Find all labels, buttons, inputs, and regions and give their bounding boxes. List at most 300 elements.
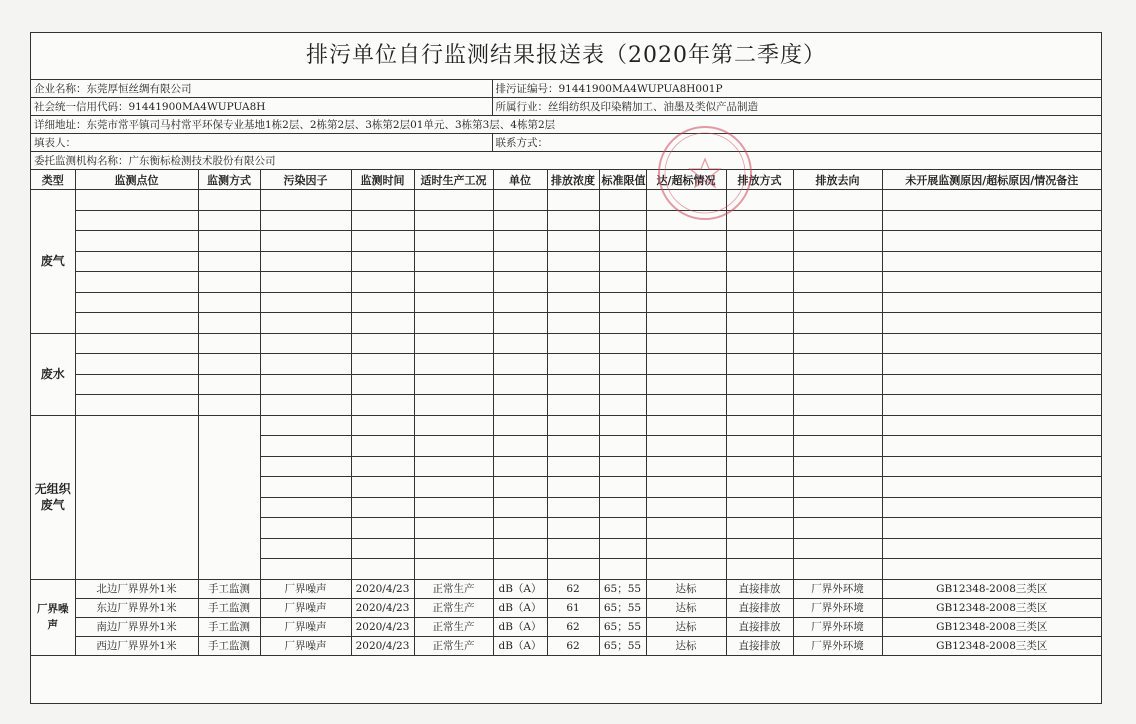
noise-condition: 正常生产 — [414, 598, 493, 617]
noise-time: 2020/4/23 — [351, 579, 414, 598]
noise-condition: 正常生产 — [414, 636, 493, 655]
monitoring-table — [31, 170, 1101, 656]
col-discharge: 排放方式 — [726, 170, 793, 190]
noise-factor: 厂界噪声 — [260, 579, 351, 598]
empty-cell — [646, 272, 726, 293]
empty-cell — [599, 456, 646, 477]
noise-point: 西边厂界界外1米 — [75, 636, 198, 655]
col-time: 监测时间 — [351, 170, 414, 190]
empty-cell — [351, 231, 414, 252]
empty-cell — [260, 477, 351, 498]
report-title: 排污单位自行监测结果报送表（2020年第二季度） — [31, 33, 1101, 80]
empty-cell — [882, 518, 1101, 539]
noise-value: 62 — [547, 617, 599, 636]
empty-cell — [726, 436, 793, 457]
empty-cell — [793, 538, 882, 559]
table-row — [31, 354, 1101, 375]
empty-cell — [493, 190, 547, 211]
empty-cell — [882, 395, 1101, 416]
noise-method: 手工监测 — [198, 598, 260, 617]
empty-cell — [198, 354, 260, 375]
empty-cell — [646, 313, 726, 334]
noise-method: 手工监测 — [198, 579, 260, 598]
empty-cell — [493, 374, 547, 395]
category-fugitive-gas: 无组织废气 — [31, 415, 75, 579]
noise-limit: 65；55 — [599, 617, 646, 636]
empty-cell — [260, 354, 351, 375]
col-note: 未开展监测原因/超标原因/情况备注 — [882, 170, 1101, 190]
contact: 联系方式： — [492, 134, 1101, 152]
noise-discharge: 直接排放 — [726, 617, 793, 636]
empty-cell — [493, 538, 547, 559]
empty-cell — [493, 395, 547, 416]
noise-time: 2020/4/23 — [351, 598, 414, 617]
empty-cell — [351, 518, 414, 539]
empty-cell — [351, 210, 414, 231]
empty-cell — [646, 354, 726, 375]
empty-cell — [351, 395, 414, 416]
noise-discharge: 直接排放 — [726, 636, 793, 655]
empty-cell — [793, 272, 882, 293]
empty-cell — [414, 456, 493, 477]
empty-cell — [599, 538, 646, 559]
empty-cell — [599, 415, 646, 436]
empty-cell — [414, 538, 493, 559]
empty-cell — [882, 436, 1101, 457]
empty-cell — [882, 497, 1101, 518]
noise-time: 2020/4/23 — [351, 636, 414, 655]
empty-cell — [599, 374, 646, 395]
empty-cell — [75, 251, 198, 272]
empty-cell — [260, 251, 351, 272]
empty-cell — [646, 559, 726, 580]
empty-cell — [547, 395, 599, 416]
empty-cell — [793, 251, 882, 272]
empty-cell — [882, 538, 1101, 559]
empty-cell — [726, 190, 793, 211]
empty-cell — [198, 395, 260, 416]
noise-condition: 正常生产 — [414, 579, 493, 598]
empty-cell — [260, 374, 351, 395]
empty-cell — [351, 456, 414, 477]
empty-cell — [882, 354, 1101, 375]
report-sheet — [30, 32, 1102, 704]
empty-cell — [646, 477, 726, 498]
empty-cell — [198, 251, 260, 272]
empty-cell — [547, 518, 599, 539]
empty-cell — [646, 374, 726, 395]
noise-row — [31, 579, 1101, 598]
empty-cell — [726, 210, 793, 231]
empty-cell — [547, 210, 599, 231]
empty-cell — [599, 518, 646, 539]
empty-cell — [882, 477, 1101, 498]
table-row — [31, 395, 1101, 416]
empty-cell — [260, 210, 351, 231]
empty-cell — [198, 333, 260, 354]
company-name: 企业名称：东莞厚恒丝绸有限公司 — [31, 80, 492, 98]
empty-cell — [793, 395, 882, 416]
empty-cell — [726, 251, 793, 272]
noise-destination: 厂界外环境 — [793, 617, 882, 636]
col-condition: 适时生产工况 — [414, 170, 493, 190]
empty-cell — [547, 272, 599, 293]
empty-cell — [75, 415, 198, 579]
empty-cell — [726, 477, 793, 498]
empty-cell — [599, 333, 646, 354]
category-waste-water: 废水 — [31, 333, 75, 415]
noise-limit: 65；55 — [599, 598, 646, 617]
permit-number: 排污证编号：91441900MA4WUPUA8H001P — [492, 80, 1101, 98]
empty-cell — [351, 333, 414, 354]
empty-cell — [260, 415, 351, 436]
monitoring-agency: 委托监测机构名称：广东衡标检测技术股份有限公司 — [31, 152, 1101, 170]
empty-cell — [793, 436, 882, 457]
empty-cell — [260, 436, 351, 457]
noise-destination: 厂界外环境 — [793, 579, 882, 598]
empty-cell — [547, 292, 599, 313]
empty-cell — [547, 354, 599, 375]
empty-cell — [726, 518, 793, 539]
empty-cell — [793, 477, 882, 498]
noise-method: 手工监测 — [198, 617, 260, 636]
empty-cell — [351, 190, 414, 211]
empty-cell — [351, 313, 414, 334]
empty-cell — [493, 292, 547, 313]
empty-cell — [493, 251, 547, 272]
empty-cell — [260, 395, 351, 416]
empty-cell — [351, 415, 414, 436]
empty-cell — [260, 292, 351, 313]
empty-cell — [414, 313, 493, 334]
empty-cell — [599, 395, 646, 416]
noise-limit: 65；55 — [599, 636, 646, 655]
empty-cell — [726, 272, 793, 293]
empty-cell — [547, 456, 599, 477]
noise-unit: dB（A） — [493, 579, 547, 598]
noise-destination: 厂界外环境 — [793, 598, 882, 617]
empty-cell — [414, 477, 493, 498]
empty-cell — [351, 436, 414, 457]
noise-row — [31, 636, 1101, 655]
empty-cell — [198, 272, 260, 293]
noise-status: 达标 — [646, 617, 726, 636]
empty-cell — [414, 272, 493, 293]
empty-cell — [75, 374, 198, 395]
empty-cell — [351, 251, 414, 272]
empty-cell — [646, 292, 726, 313]
empty-cell — [793, 497, 882, 518]
empty-cell — [75, 190, 198, 211]
empty-cell — [547, 559, 599, 580]
empty-cell — [726, 231, 793, 252]
noise-note: GB12348-2008三类区 — [882, 598, 1101, 617]
empty-cell — [547, 190, 599, 211]
table-row — [31, 251, 1101, 272]
empty-cell — [793, 231, 882, 252]
table-row — [31, 210, 1101, 231]
empty-cell — [599, 313, 646, 334]
empty-cell — [726, 374, 793, 395]
noise-point: 南边厂界界外1米 — [75, 617, 198, 636]
noise-factor: 厂界噪声 — [260, 636, 351, 655]
noise-factor: 厂界噪声 — [260, 598, 351, 617]
noise-unit: dB（A） — [493, 598, 547, 617]
empty-cell — [414, 497, 493, 518]
noise-point: 北边厂界界外1米 — [75, 579, 198, 598]
empty-cell — [75, 292, 198, 313]
empty-cell — [793, 518, 882, 539]
empty-cell — [726, 395, 793, 416]
empty-cell — [414, 190, 493, 211]
empty-cell — [351, 477, 414, 498]
category-waste-gas: 废气 — [31, 190, 75, 334]
empty-cell — [414, 231, 493, 252]
empty-cell — [793, 559, 882, 580]
empty-cell — [351, 292, 414, 313]
empty-cell — [547, 251, 599, 272]
noise-status: 达标 — [646, 636, 726, 655]
empty-cell — [493, 497, 547, 518]
empty-cell — [493, 436, 547, 457]
empty-cell — [351, 497, 414, 518]
empty-cell — [547, 333, 599, 354]
noise-value: 62 — [547, 579, 599, 598]
empty-cell — [882, 210, 1101, 231]
empty-cell — [646, 190, 726, 211]
empty-cell — [726, 456, 793, 477]
noise-discharge: 直接排放 — [726, 579, 793, 598]
empty-cell — [646, 456, 726, 477]
empty-cell — [198, 313, 260, 334]
empty-cell — [646, 210, 726, 231]
empty-cell — [599, 190, 646, 211]
empty-cell — [260, 497, 351, 518]
col-type: 类型 — [31, 170, 75, 190]
empty-cell — [599, 354, 646, 375]
empty-cell — [198, 210, 260, 231]
empty-cell — [547, 231, 599, 252]
empty-cell — [493, 313, 547, 334]
empty-cell — [493, 231, 547, 252]
empty-cell — [646, 251, 726, 272]
noise-note: GB12348-2008三类区 — [882, 579, 1101, 598]
empty-cell — [793, 313, 882, 334]
empty-cell — [646, 538, 726, 559]
empty-cell — [75, 231, 198, 252]
empty-cell — [793, 210, 882, 231]
table-row — [31, 292, 1101, 313]
empty-cell — [793, 456, 882, 477]
empty-cell — [547, 313, 599, 334]
empty-cell — [260, 313, 351, 334]
category-noise: 厂界噪声 — [31, 579, 75, 655]
empty-cell — [646, 518, 726, 539]
empty-cell — [882, 559, 1101, 580]
empty-cell — [882, 313, 1101, 334]
table-row — [31, 313, 1101, 334]
empty-cell — [493, 415, 547, 436]
noise-time: 2020/4/23 — [351, 617, 414, 636]
noise-status: 达标 — [646, 579, 726, 598]
empty-cell — [793, 415, 882, 436]
col-factor: 污染因子 — [260, 170, 351, 190]
empty-cell — [414, 251, 493, 272]
empty-cell — [882, 415, 1101, 436]
empty-cell — [646, 395, 726, 416]
empty-cell — [547, 374, 599, 395]
empty-cell — [726, 313, 793, 334]
empty-cell — [599, 436, 646, 457]
empty-cell — [882, 251, 1101, 272]
col-unit: 单位 — [493, 170, 547, 190]
empty-cell — [547, 415, 599, 436]
empty-cell — [599, 251, 646, 272]
empty-cell — [414, 354, 493, 375]
filler: 填表人： — [31, 134, 492, 152]
industry: 所属行业：丝绢纺织及印染精加工、油墨及类似产品制造 — [492, 98, 1101, 116]
noise-limit: 65；55 — [599, 579, 646, 598]
col-destination: 排放去向 — [793, 170, 882, 190]
empty-cell — [726, 538, 793, 559]
col-status: 达/超标情况 — [646, 170, 726, 190]
empty-cell — [599, 272, 646, 293]
empty-cell — [882, 374, 1101, 395]
empty-cell — [599, 477, 646, 498]
empty-cell — [646, 436, 726, 457]
table-row — [31, 374, 1101, 395]
empty-cell — [547, 436, 599, 457]
empty-cell — [351, 354, 414, 375]
empty-cell — [260, 538, 351, 559]
empty-cell — [646, 333, 726, 354]
empty-cell — [493, 559, 547, 580]
empty-cell — [75, 333, 198, 354]
noise-discharge: 直接排放 — [726, 598, 793, 617]
noise-value: 62 — [547, 636, 599, 655]
noise-unit: dB（A） — [493, 636, 547, 655]
empty-cell — [599, 292, 646, 313]
noise-point: 东边厂界界外1米 — [75, 598, 198, 617]
empty-cell — [351, 374, 414, 395]
company-info — [31, 80, 1101, 170]
empty-cell — [260, 190, 351, 211]
empty-cell — [260, 333, 351, 354]
empty-cell — [726, 292, 793, 313]
empty-cell — [726, 354, 793, 375]
empty-cell — [414, 292, 493, 313]
empty-cell — [198, 415, 260, 579]
col-point: 监测点位 — [75, 170, 198, 190]
empty-cell — [351, 538, 414, 559]
empty-cell — [260, 272, 351, 293]
empty-cell — [260, 231, 351, 252]
empty-cell — [726, 559, 793, 580]
empty-cell — [599, 497, 646, 518]
empty-cell — [493, 333, 547, 354]
empty-cell — [882, 190, 1101, 211]
empty-cell — [414, 374, 493, 395]
table-row — [31, 415, 1101, 436]
empty-cell — [726, 497, 793, 518]
col-method: 监测方式 — [198, 170, 260, 190]
empty-cell — [793, 354, 882, 375]
empty-cell — [414, 415, 493, 436]
table-row — [31, 231, 1101, 252]
empty-cell — [75, 354, 198, 375]
address: 详细地址：东莞市常平镇司马村常平环保专业基地1栋2层、2栋第2层、3栋第2层01单元、3栋第3层、4栋第2层 — [31, 116, 1101, 134]
empty-cell — [882, 333, 1101, 354]
empty-cell — [493, 456, 547, 477]
empty-cell — [493, 272, 547, 293]
empty-cell — [198, 374, 260, 395]
table-row — [31, 272, 1101, 293]
noise-row — [31, 617, 1101, 636]
noise-note: GB12348-2008三类区 — [882, 636, 1101, 655]
empty-cell — [793, 292, 882, 313]
empty-cell — [260, 456, 351, 477]
empty-cell — [414, 436, 493, 457]
empty-cell — [793, 190, 882, 211]
noise-method: 手工监测 — [198, 636, 260, 655]
empty-cell — [75, 210, 198, 231]
empty-cell — [882, 272, 1101, 293]
empty-cell — [198, 190, 260, 211]
empty-cell — [414, 518, 493, 539]
empty-cell — [414, 333, 493, 354]
empty-cell — [547, 477, 599, 498]
empty-cell — [493, 518, 547, 539]
empty-cell — [351, 272, 414, 293]
empty-cell — [260, 518, 351, 539]
empty-cell — [793, 374, 882, 395]
empty-cell — [882, 456, 1101, 477]
empty-cell — [75, 313, 198, 334]
empty-cell — [75, 395, 198, 416]
empty-cell — [260, 559, 351, 580]
empty-cell — [414, 395, 493, 416]
col-limit: 标准限值 — [599, 170, 646, 190]
empty-cell — [493, 477, 547, 498]
noise-unit: dB（A） — [493, 617, 547, 636]
empty-cell — [646, 497, 726, 518]
empty-cell — [493, 354, 547, 375]
noise-factor: 厂界噪声 — [260, 617, 351, 636]
noise-value: 61 — [547, 598, 599, 617]
empty-cell — [75, 272, 198, 293]
noise-note: GB12348-2008三类区 — [882, 617, 1101, 636]
empty-cell — [793, 333, 882, 354]
empty-cell — [882, 292, 1101, 313]
col-value: 排放浓度 — [547, 170, 599, 190]
empty-cell — [198, 292, 260, 313]
noise-destination: 厂界外环境 — [793, 636, 882, 655]
empty-cell — [646, 231, 726, 252]
empty-cell — [547, 538, 599, 559]
empty-cell — [493, 210, 547, 231]
empty-cell — [599, 559, 646, 580]
empty-cell — [726, 333, 793, 354]
empty-cell — [646, 415, 726, 436]
header-row — [31, 170, 1101, 190]
empty-cell — [547, 497, 599, 518]
empty-cell — [726, 415, 793, 436]
noise-row — [31, 598, 1101, 617]
noise-condition: 正常生产 — [414, 617, 493, 636]
empty-cell — [599, 210, 646, 231]
empty-cell — [414, 210, 493, 231]
empty-cell — [351, 559, 414, 580]
